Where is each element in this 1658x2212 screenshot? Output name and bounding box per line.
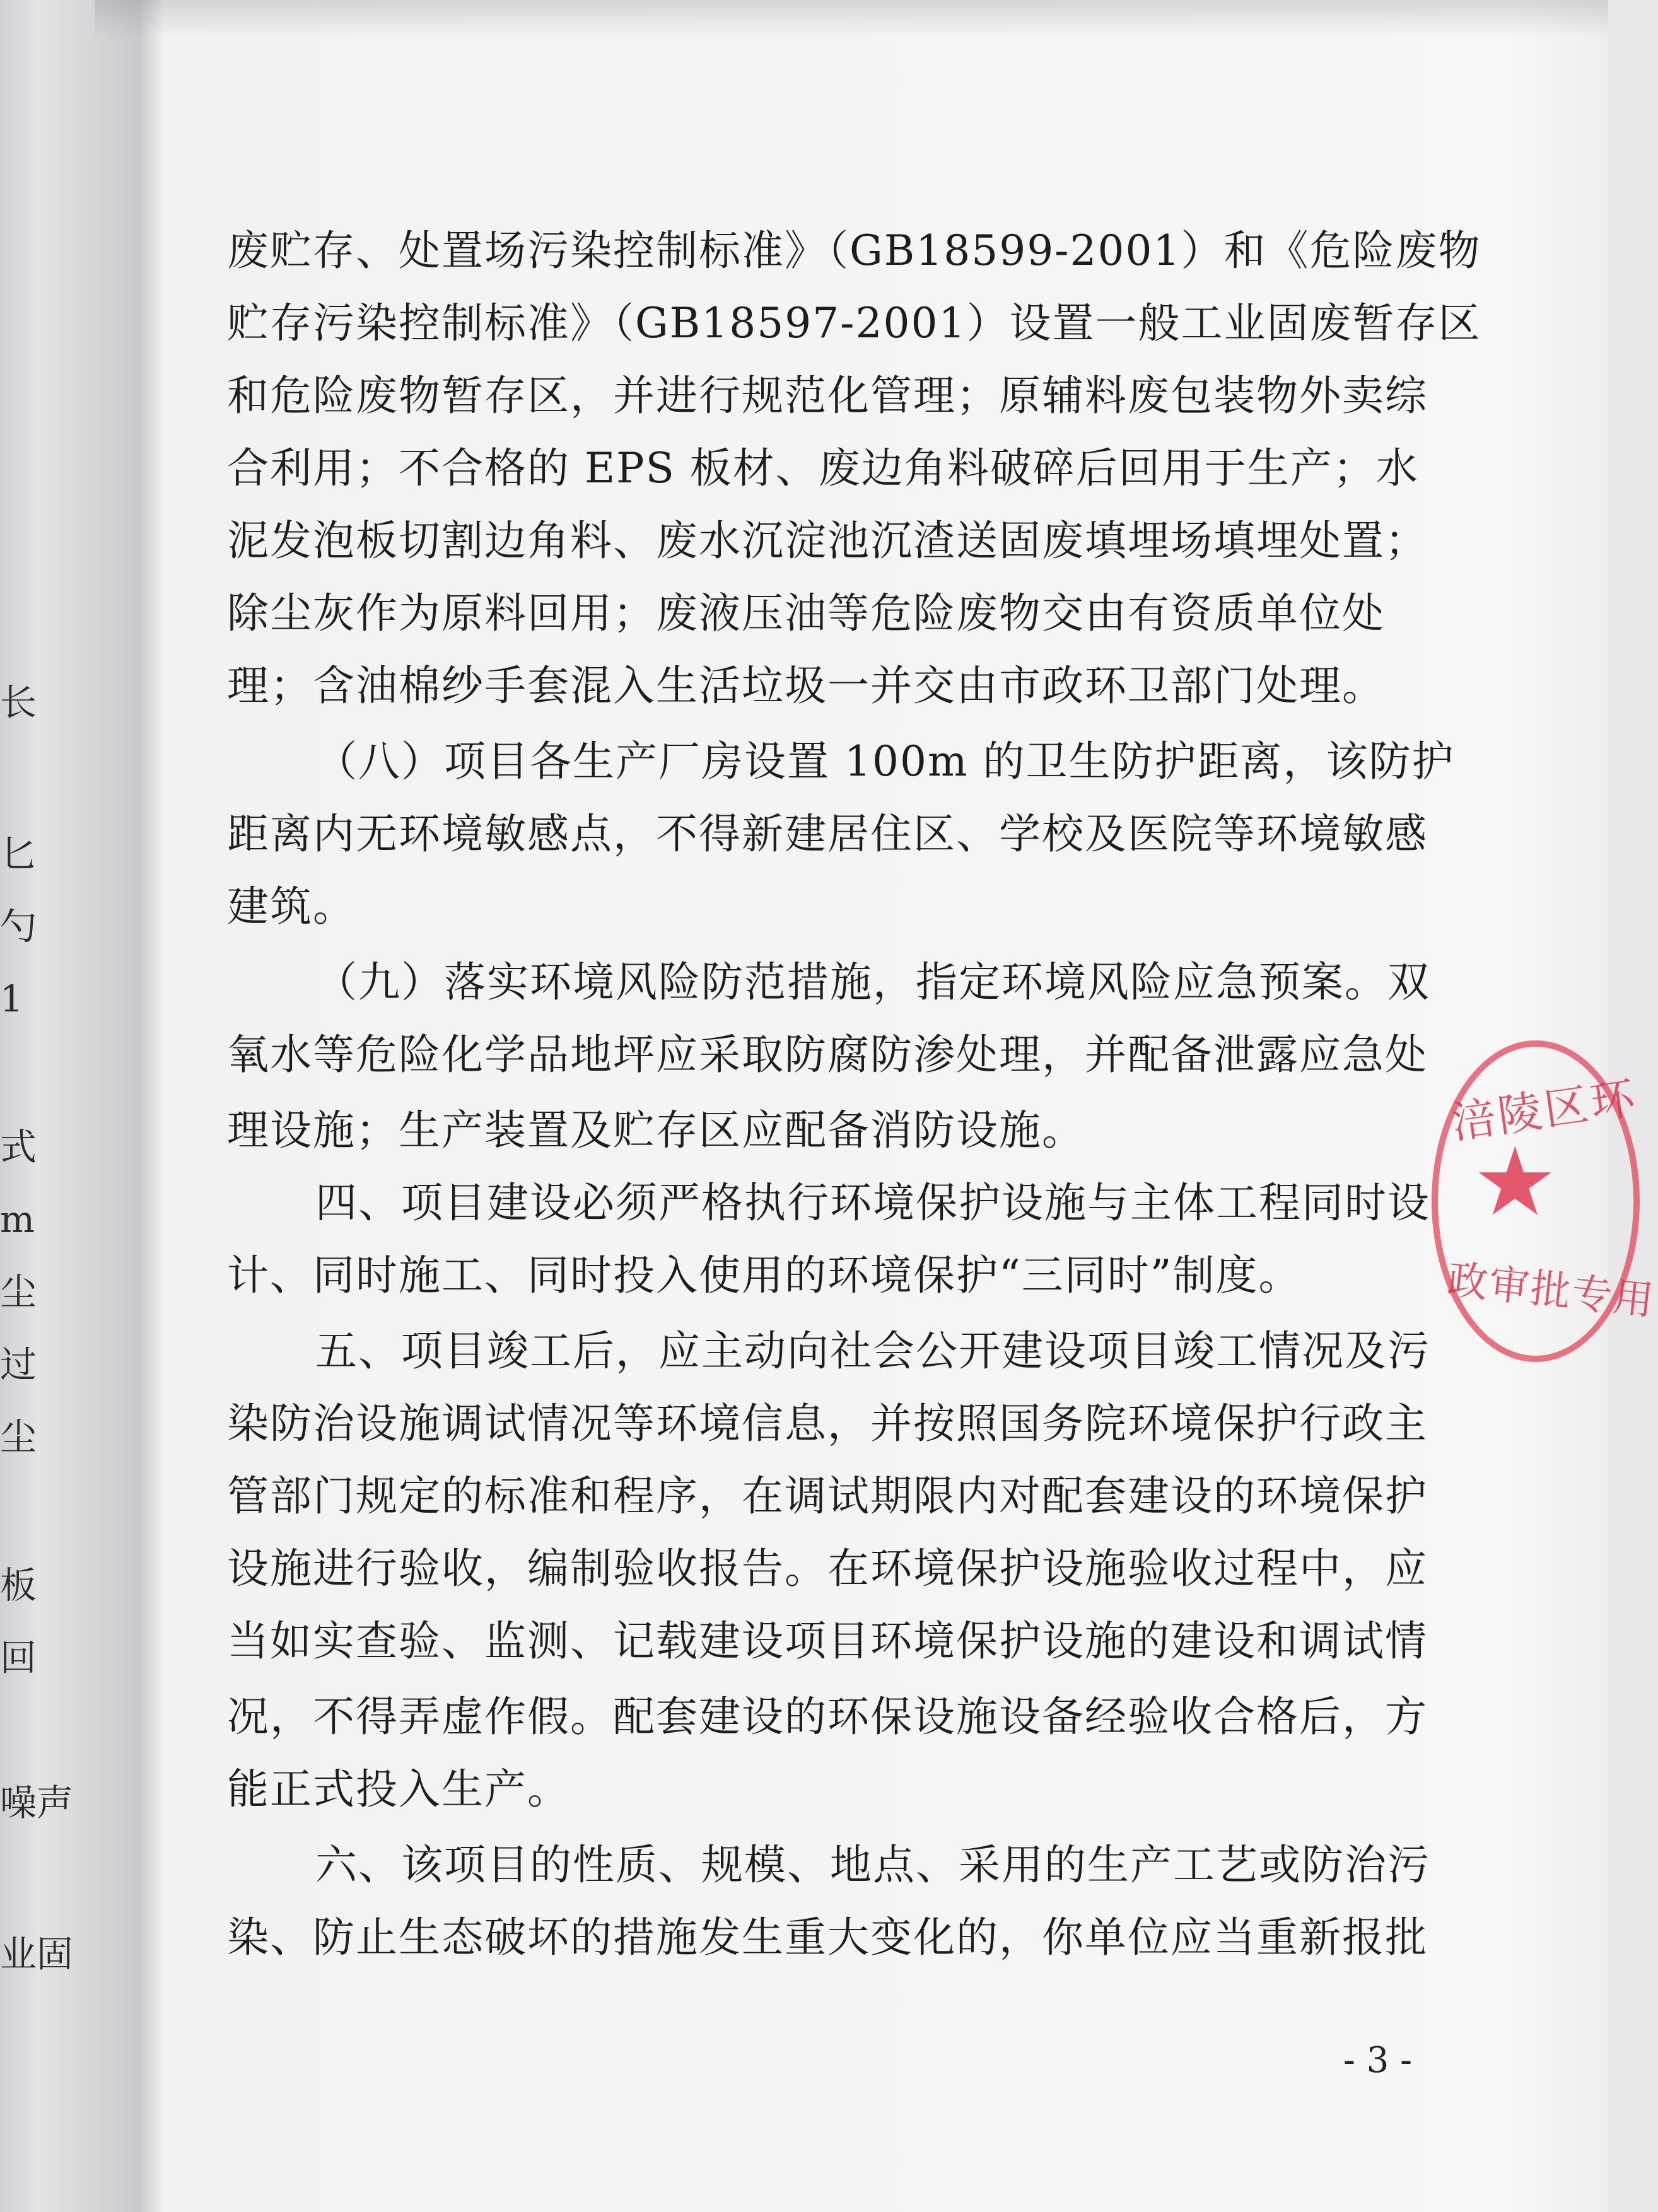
seal-top-text: 涪陵区环 bbox=[1448, 1071, 1641, 1150]
body-line: 距离内无环境敏感点，不得新建居住区、学校及医院等环境敏感 bbox=[227, 810, 1428, 858]
body-line: 合利用；不合格的 EPS 板材、废边角料破碎后回用于生产；水 bbox=[227, 444, 1419, 492]
prev-page-char: 勺 bbox=[0, 905, 37, 948]
body-line: 氧水等危险化学品地坪应采取防腐防渗处理，并配备泄露应急处 bbox=[227, 1030, 1428, 1079]
prev-page-char: 1 bbox=[0, 977, 23, 1020]
prev-page-char: 尘 bbox=[0, 1271, 37, 1313]
body-line: 除尘灰作为原料回用；废液压油等危险废物交由有资质单位处 bbox=[227, 589, 1385, 637]
body-line: （九）落实环境风险防范措施，指定环境风险应急预案。双 bbox=[315, 958, 1430, 1006]
body-line: 染防治设施调试情况等环境信息，并按照国务院环境保护行政主 bbox=[227, 1399, 1428, 1448]
prev-page-char: 长 bbox=[0, 681, 37, 724]
body-line: 能正式投入生产。 bbox=[227, 1765, 570, 1813]
seal-bottom-text: 政审批专用 bbox=[1445, 1256, 1657, 1325]
body-line: 计、同时施工、同时投入使用的环境保护“三同时”制度。 bbox=[227, 1251, 1302, 1300]
body-line: 和危险废物暂存区，并进行规范化管理；原辅料废包装物外卖综 bbox=[227, 371, 1428, 420]
prev-page-char: 尘 bbox=[0, 1416, 37, 1458]
body-line: 建筑。 bbox=[227, 882, 356, 931]
body-line: 贮存污染控制标准》（GB18597-2001）设置一般工业固废暂存区 bbox=[227, 299, 1481, 347]
body-line: 况，不得弄虚作假。配套建设的环保设施设备经验收合格后，方 bbox=[227, 1692, 1428, 1741]
body-line: 染、防止生态破坏的措施发生重大变化的，你单位应当重新报批 bbox=[227, 1913, 1428, 1962]
prev-page-char: 板 bbox=[0, 1564, 37, 1607]
body-line: 六、该项目的性质、规模、地点、采用的生产工艺或防治污 bbox=[315, 1841, 1430, 1889]
body-line: （八）项目各生产厂房设置 100m 的卫生防护距离，该防护 bbox=[315, 737, 1455, 786]
body-line: 四、项目建设必须严格执行环境保护设施与主体工程同时设 bbox=[315, 1179, 1430, 1227]
body-line: 五、项目竣工后，应主动向社会公开建设项目竣工情况及污 bbox=[315, 1327, 1430, 1375]
page-number: - 3 - bbox=[1343, 2040, 1413, 2081]
prev-page-char: 过 bbox=[0, 1343, 37, 1386]
prev-page-char: 匕 bbox=[0, 832, 37, 875]
body-line: 设施进行验收，编制验收报告。在环境保护设施验收过程中，应 bbox=[227, 1544, 1428, 1593]
prev-page-char: 噪声 bbox=[0, 1781, 74, 1824]
document-page bbox=[145, 0, 1608, 2212]
prev-page-char: m bbox=[0, 1198, 35, 1241]
prev-page-char: 式 bbox=[0, 1126, 37, 1168]
prev-page-char: 回 bbox=[0, 1636, 37, 1679]
body-line: 管部门规定的标准和程序，在调试期限内对配套建设的环境保护 bbox=[227, 1472, 1428, 1520]
body-line: 废贮存、处置场污染控制标准》（GB18599-2001）和《危险废物 bbox=[227, 226, 1481, 275]
body-line: 当如实查验、监测、记载建设项目环境保护设施的建设和调试情 bbox=[227, 1617, 1428, 1665]
body-line: 理；含油棉纱手套混入生活垃圾一并交由市政环卫部门处理。 bbox=[227, 661, 1385, 710]
previous-page-edge bbox=[0, 0, 126, 2212]
body-line: 理设施；生产装置及贮存区应配备消防设施。 bbox=[227, 1106, 1085, 1155]
body-line: 泥发泡板切割边角料、废水沉淀池沉渣送固废填埋场填埋处置； bbox=[227, 516, 1428, 565]
prev-page-char: 业固 bbox=[0, 1933, 74, 1976]
seal-star-icon: ★ bbox=[1473, 1127, 1558, 1237]
